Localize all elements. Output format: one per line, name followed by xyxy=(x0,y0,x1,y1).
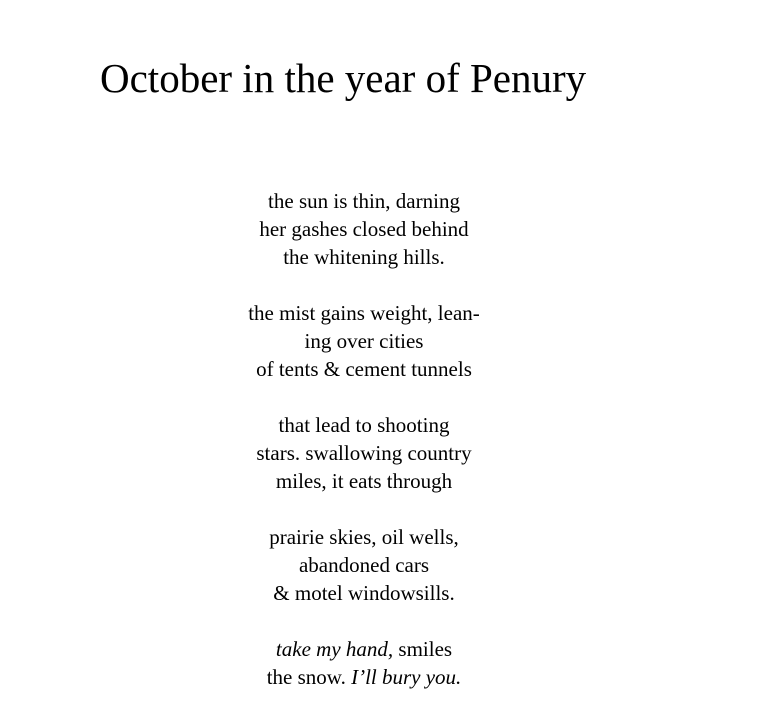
poem-line: stars. swallowing country xyxy=(256,441,472,465)
poem-line: the mist gains weight, lean- xyxy=(248,301,480,325)
poem-line: abandoned cars xyxy=(298,553,430,577)
poem-line xyxy=(0,635,728,663)
poem-line: miles, it eats through xyxy=(275,469,453,493)
poem-line: ing over cities xyxy=(304,329,424,353)
poem-line: prairie skies, oil wells, xyxy=(269,525,459,549)
roman-phrase: the snow. xyxy=(266,665,352,689)
poem-line: of tents & cement tunnels xyxy=(256,357,472,381)
poem-title: October in the year of Penury xyxy=(100,55,587,101)
poem-line xyxy=(0,663,728,691)
poem-line: & motel windowsills. xyxy=(273,581,455,605)
stanza-5 xyxy=(0,635,728,691)
italic-phrase: I’ll bury you. xyxy=(351,665,462,689)
stanza-2 xyxy=(0,299,728,383)
roman-phrase: smiles xyxy=(393,637,453,661)
poem-line: the sun is thin, darning xyxy=(268,189,460,213)
poem-line: the whitening hills. xyxy=(283,245,445,269)
poem-line: her gashes closed behind xyxy=(259,217,469,241)
poem-line: that lead to shooting xyxy=(278,413,450,437)
stanza-4 xyxy=(0,523,728,607)
stanza-1 xyxy=(0,187,728,271)
poem-body xyxy=(0,187,728,719)
italic-phrase: take my hand, xyxy=(275,637,394,661)
stanza-3 xyxy=(0,411,728,495)
